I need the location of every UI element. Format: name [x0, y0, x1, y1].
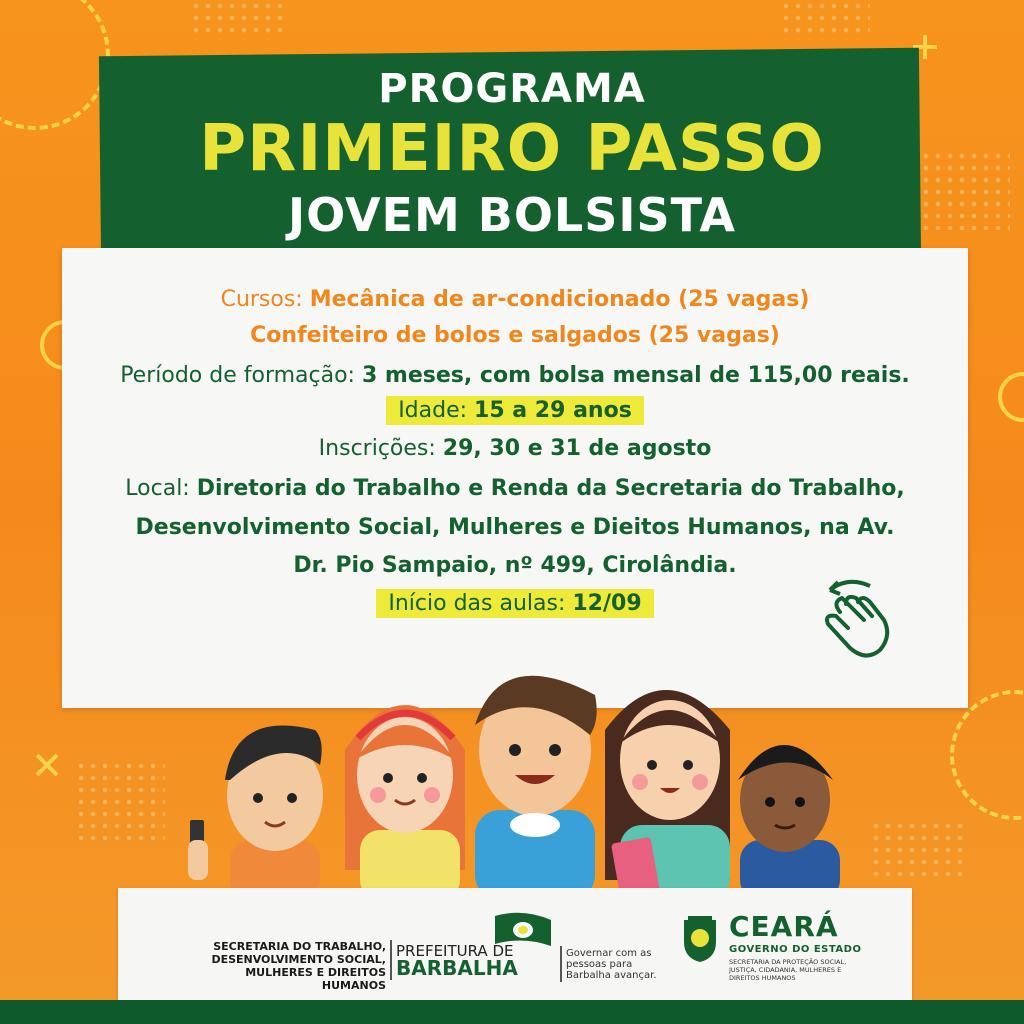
governo-label: GOVERNO DO ESTADO: [729, 944, 862, 955]
periodo-label: Período de formação:: [120, 363, 362, 388]
inicio-label: Início das aulas:: [388, 591, 573, 616]
local-line-1: Diretoria do Trabalho e Renda da Secretaria do Trabalho,: [196, 476, 905, 501]
slogan-text: Governar com as pessoas para Barbalha avançar.: [566, 948, 657, 981]
local-row: [62, 476, 968, 501]
inicio-value: 12/09: [572, 591, 642, 616]
periodo-value: 3 meses, com bolsa mensal de 115,00 reais.: [361, 363, 910, 388]
curso-1: Mecânica de ar-condicionado (25 vagas): [309, 287, 810, 312]
local-line-2: Desenvolvimento Social, Mulheres e Dieitos Humanos, na Av.: [135, 515, 895, 540]
title-jovem-bolsista: JOVEM BOLSISTA: [287, 188, 737, 242]
kid-5: [738, 745, 840, 900]
kid-2: [345, 705, 465, 900]
decorative-dots: [75, 760, 165, 840]
inicio-highlight: [376, 589, 653, 618]
inscricoes-label: Inscrições:: [318, 436, 443, 461]
divider: [560, 946, 562, 982]
cursos-label: Cursos:: [220, 287, 310, 312]
decorative-dots: [190, 0, 290, 40]
idade-highlight: [386, 396, 644, 425]
barbalha-label: BARBALHA: [396, 956, 518, 980]
title-primeiro-passo: PRIMEIRO PASSO: [199, 112, 825, 186]
secretaria-text: SECRETARIA DO TRABALHO, DESENVOLVIMENTO SOCIAL, MULHERES E DIREITOS HUMANOS: [211, 940, 386, 992]
curso-2: Confeiteiro de bolos e salgados (25 vagas): [250, 323, 780, 348]
inscricoes-value: 29, 30 e 31 de agosto: [442, 436, 712, 461]
idade-value: 15 a 29 anos: [474, 398, 632, 423]
prefeitura-label: PREFEITURA DE: [396, 942, 514, 960]
decorative-dots: [870, 820, 970, 880]
title-programa: PROGRAMA: [378, 66, 646, 112]
cross-icon: [34, 752, 60, 778]
ceara-title: CEARÁ: [729, 910, 839, 943]
idade-row: [62, 398, 968, 423]
idade-label: Idade:: [398, 398, 475, 423]
local-row-2: [62, 515, 968, 540]
local-line-3: Dr. Pio Sampaio, nº 499, Cirolândia.: [293, 553, 737, 578]
kid-4: [605, 690, 730, 900]
kid-3: [475, 676, 597, 900]
inscricoes-row: [62, 436, 968, 461]
periodo-row: [62, 363, 968, 388]
bottom-strip: [0, 1000, 1024, 1024]
kid-1: [188, 726, 323, 900]
local-label: Local:: [125, 476, 197, 501]
curso-2-row: [62, 323, 968, 348]
barbalha-flag-icon: [493, 910, 553, 950]
ceara-secretaria-text: SECRETARIA DA PROTEÇÃO SOCIAL, JUSTIÇA, CIDADANIA, MULHERES E DIREITOS HUMANOS: [729, 958, 847, 982]
cursos-row: [62, 287, 968, 312]
decorative-dots: [780, 0, 870, 40]
kids-illustration: [170, 630, 870, 900]
ceara-crest-icon: [680, 912, 720, 964]
divider: [390, 940, 392, 980]
